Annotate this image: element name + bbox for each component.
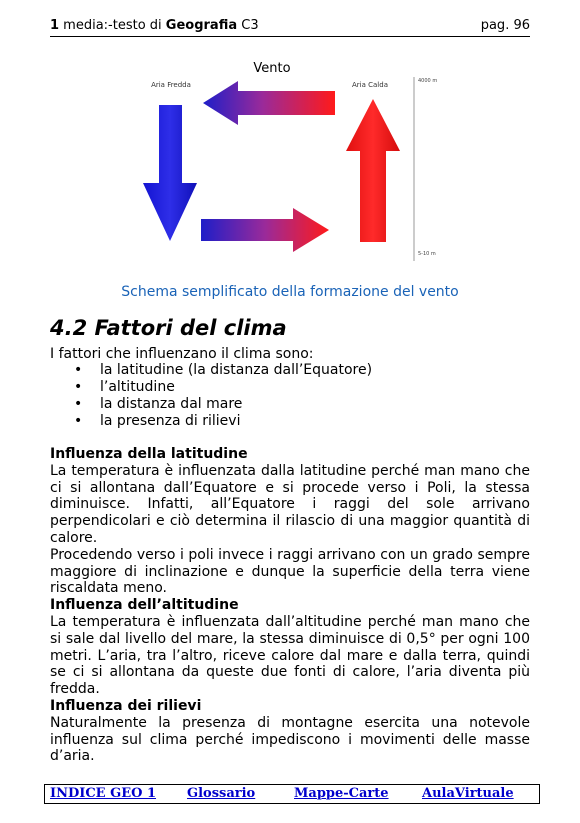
heading-reliefs: Influenza dei rilievi <box>50 697 202 714</box>
body-text <box>50 446 530 765</box>
label-hot-air: Aria Calda <box>352 81 388 89</box>
heading-altitude: Influenza dell’altitudine <box>50 597 239 614</box>
header-subject: Geografia <box>165 18 238 33</box>
arrow-down <box>143 105 197 241</box>
page-header <box>50 18 530 37</box>
footer-nav <box>44 784 540 804</box>
link-glossario[interactable]: Glossario <box>187 786 256 801</box>
list-item: • l’altitudine <box>50 379 372 396</box>
list-item: • la distanza dal mare <box>50 396 372 413</box>
list-item: • la latitudine (la distanza dall’Equatore) <box>50 362 372 379</box>
label-cold-air: Aria Fredda <box>151 81 191 89</box>
heading-latitude: Influenza della latitudine <box>50 446 248 462</box>
altitude-bottom-label: 5-10 m <box>418 251 436 257</box>
section-intro: I fattori che influenzano il clima sono: <box>50 346 314 362</box>
header-number: 1 <box>50 18 60 33</box>
list-item: • la presenza di rilievi <box>50 413 372 430</box>
paragraph-reliefs: Naturalmente la presenza di montagne esercita una notevole influenza sul clima perché impediscono i movimenti delle masse d’aria. <box>50 714 530 765</box>
section-title: 4.2 Fattori del clima <box>50 316 287 340</box>
paragraph-latitude-1: La temperatura è influenzata dalla latitudine perché man mano che ci si allontana dall’Equatore e si procede verso i Poli, la stessa diminuisce. Infatti, all’Equatore i raggi del sole arrivano perpendicolari e ciò determina il rilascio di una maggior quantità di calore. <box>50 462 530 546</box>
page-number: pag. 96 <box>480 18 530 33</box>
link-aula-virtuale[interactable]: AulaVirtuale <box>422 786 514 801</box>
paragraph-latitude-2: Procedendo verso i poli invece i raggi arrivano con un grado sempre maggiore di inclinazione e dunque la superficie della terra viene riscaldata meno. <box>50 546 530 597</box>
diagram-title: Vento <box>253 61 291 76</box>
figure-caption: Schema semplificato della formazione del vento <box>121 284 459 300</box>
arrow-bottom-right <box>201 208 329 252</box>
header-title <box>50 18 259 33</box>
factors-list <box>50 362 372 430</box>
altitude-top-label: 4000 m <box>418 78 438 84</box>
arrow-top-left <box>203 81 335 125</box>
link-mappe-carte[interactable]: Mappe-Carte <box>294 786 389 801</box>
header-class: C3 <box>237 18 259 33</box>
arrow-up <box>346 99 400 242</box>
header-text: media:-testo di <box>59 18 166 33</box>
wind-diagram <box>133 55 445 265</box>
paragraph-altitude: La temperatura è influenzata dall’altitudine perché man mano che si sale dal livello del mare, la stessa diminuisce di 0,5° per ogni 100 metri. L’aria, tra l’altro, riceve calore dal mare e dalla terra, quindi se ci si allontana da queste due fonti di calore, l’aria diventa più fredda. <box>50 613 530 698</box>
link-indice-geo[interactable]: INDICE GEO 1 <box>50 786 157 801</box>
